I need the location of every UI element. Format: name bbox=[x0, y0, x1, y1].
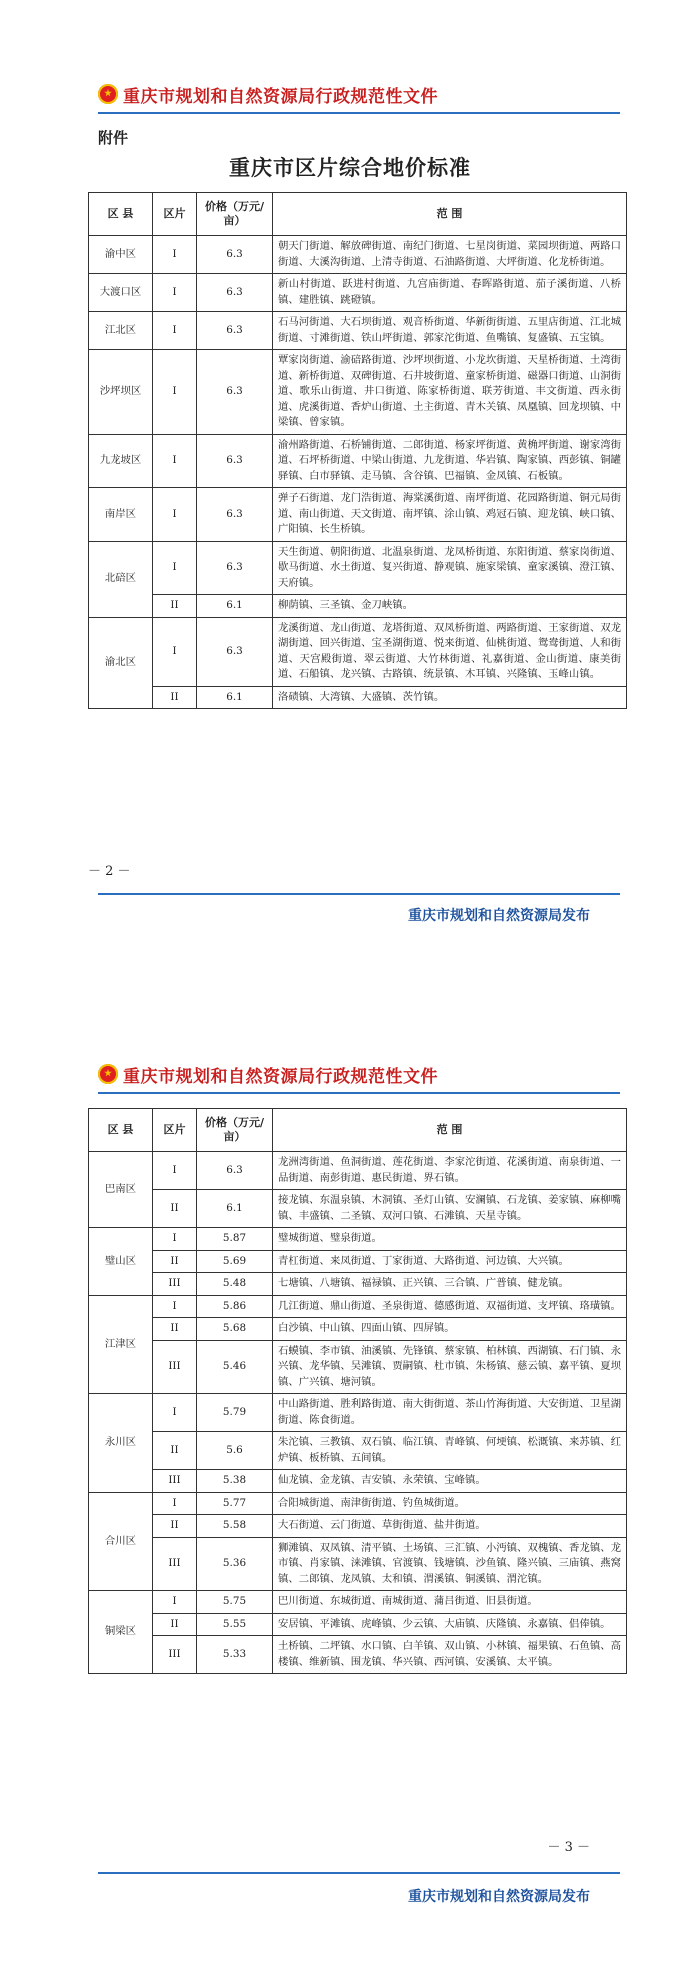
zone-cell: I bbox=[153, 1394, 197, 1432]
price-cell: 5.58 bbox=[197, 1515, 273, 1538]
table-row bbox=[89, 1470, 627, 1493]
table-row bbox=[89, 1190, 627, 1228]
land-price-table-part2 bbox=[88, 1108, 627, 1674]
district-cell: 渝中区 bbox=[89, 236, 153, 274]
zone-cell: I bbox=[153, 617, 197, 686]
zone-cell: II bbox=[153, 1613, 197, 1636]
price-cell: 6.3 bbox=[197, 617, 273, 686]
zone-cell: I bbox=[153, 350, 197, 435]
col-header-price: 价格（万元/亩） bbox=[197, 193, 273, 236]
price-cell: 6.1 bbox=[197, 686, 273, 709]
district-cell: 江北区 bbox=[89, 312, 153, 350]
table-row bbox=[89, 1152, 627, 1190]
district-cell: 巴南区 bbox=[89, 1152, 153, 1228]
table-row bbox=[89, 1492, 627, 1515]
price-cell: 5.79 bbox=[197, 1394, 273, 1432]
district-cell: 北碚区 bbox=[89, 541, 153, 617]
zone-cell: I bbox=[153, 1228, 197, 1251]
zone-cell: II bbox=[153, 686, 197, 709]
table-row bbox=[89, 1432, 627, 1470]
publisher-footer: 重庆市规划和自然资源局发布 bbox=[408, 1889, 590, 1905]
district-cell: 璧山区 bbox=[89, 1228, 153, 1296]
scope-cell: 龙洲湾街道、鱼洞街道、莲花街道、李家沱街道、花溪街道、南泉街道、一品街道、南彭街道、惠民街道、界石镇。 bbox=[273, 1152, 627, 1190]
scope-cell: 安居镇、平滩镇、虎峰镇、少云镇、大庙镇、庆隆镇、永嘉镇、侣俸镇。 bbox=[273, 1613, 627, 1636]
table-row bbox=[89, 1613, 627, 1636]
footer-rule bbox=[98, 1872, 620, 1874]
price-cell: 6.3 bbox=[197, 350, 273, 435]
zone-cell: I bbox=[153, 1591, 197, 1614]
price-cell: 5.6 bbox=[197, 1432, 273, 1470]
price-cell: 5.87 bbox=[197, 1228, 273, 1251]
district-cell: 南岸区 bbox=[89, 488, 153, 542]
col-header-zone: 区片 bbox=[153, 193, 197, 236]
table-header-row bbox=[89, 1109, 627, 1152]
table-row bbox=[89, 1228, 627, 1251]
price-cell: 6.3 bbox=[197, 488, 273, 542]
scope-cell: 覃家岗街道、渝碚路街道、沙坪坝街道、小龙坎街道、天星桥街道、土湾街道、新桥街道、双碑街道、石井坡街道、童家桥街道、磁器口街道、山洞街道、歌乐山街道、井口街道、陈家桥街道、联芳街道、丰文街道、西永街道、虎溪街道、香炉山街道、土主街道、青木关镇、凤凰镇、回龙坝镇、中梁镇、曾家镇。 bbox=[273, 350, 627, 435]
scope-cell: 柳荫镇、三圣镇、金刀峡镇。 bbox=[273, 595, 627, 618]
table-row bbox=[89, 1636, 627, 1674]
district-cell: 铜梁区 bbox=[89, 1591, 153, 1674]
col-header-scope: 范 围 bbox=[273, 193, 627, 236]
zone-cell: I bbox=[153, 274, 197, 312]
zone-cell: III bbox=[153, 1340, 197, 1394]
scope-cell: 天生街道、朝阳街道、北温泉街道、龙凤桥街道、东阳街道、蔡家岗街道、歇马街道、水土街道、复兴街道、静观镇、施家梁镇、童家溪镇、澄江镇、天府镇。 bbox=[273, 541, 627, 595]
price-cell: 6.3 bbox=[197, 312, 273, 350]
zone-cell: III bbox=[153, 1470, 197, 1493]
district-cell: 渝北区 bbox=[89, 617, 153, 709]
table-row bbox=[89, 488, 627, 542]
scope-cell: 土桥镇、二坪镇、水口镇、白羊镇、双山镇、小林镇、福果镇、石鱼镇、高楼镇、维新镇、围龙镇、华兴镇、西河镇、安溪镇、太平镇。 bbox=[273, 1636, 627, 1674]
col-header-scope: 范 围 bbox=[273, 1109, 627, 1152]
zone-cell: I bbox=[153, 488, 197, 542]
price-cell: 5.46 bbox=[197, 1340, 273, 1394]
zone-cell: I bbox=[153, 1492, 197, 1515]
header-title: 重庆市规划和自然资源局行政规范性文件 bbox=[123, 86, 438, 107]
col-header-zone: 区片 bbox=[153, 1109, 197, 1152]
scope-cell: 龙溪街道、龙山街道、龙塔街道、双凤桥街道、两路街道、王家街道、双龙湖街道、回兴街道、宝圣湖街道、悦来街道、仙桃街道、鸳鸯街道、人和街道、天宫殿街道、翠云街道、大竹林街道、礼嘉街道、金山街道、康美街道、石船镇、龙兴镇、古路镇、统景镇、木耳镇、兴隆镇、玉峰山镇。 bbox=[273, 617, 627, 686]
district-cell: 江津区 bbox=[89, 1295, 153, 1394]
district-cell: 永川区 bbox=[89, 1394, 153, 1493]
footer-rule bbox=[98, 893, 620, 895]
table-row bbox=[89, 1250, 627, 1273]
scope-cell: 青杠街道、来凤街道、丁家街道、大路街道、河边镇、大兴镇。 bbox=[273, 1250, 627, 1273]
document-page-3 bbox=[0, 1050, 700, 1979]
national-emblem-icon bbox=[98, 1064, 118, 1084]
price-cell: 5.55 bbox=[197, 1613, 273, 1636]
header-title: 重庆市规划和自然资源局行政规范性文件 bbox=[123, 1066, 438, 1087]
table-row bbox=[89, 1394, 627, 1432]
scope-cell: 朝天门街道、解放碑街道、南纪门街道、七星岗街道、菜园坝街道、两路口街道、大溪沟街道、上清寺街道、石油路街道、大坪街道、化龙桥街道。 bbox=[273, 236, 627, 274]
price-cell: 5.36 bbox=[197, 1537, 273, 1591]
document-header bbox=[98, 1060, 438, 1088]
price-cell: 6.3 bbox=[197, 1152, 273, 1190]
zone-cell: I bbox=[153, 236, 197, 274]
price-cell: 6.3 bbox=[197, 541, 273, 595]
table-row bbox=[89, 617, 627, 686]
scope-cell: 大石街道、云门街道、草街街道、盐井街道。 bbox=[273, 1515, 627, 1538]
page-number: － 2 － bbox=[88, 864, 131, 879]
zone-cell: I bbox=[153, 434, 197, 488]
zone-cell: III bbox=[153, 1636, 197, 1674]
price-cell: 5.48 bbox=[197, 1273, 273, 1296]
price-cell: 6.1 bbox=[197, 595, 273, 618]
table-row bbox=[89, 1295, 627, 1318]
price-cell: 5.69 bbox=[197, 1250, 273, 1273]
col-header-district: 区 县 bbox=[89, 193, 153, 236]
zone-cell: I bbox=[153, 541, 197, 595]
scope-cell: 巴川街道、东城街道、南城街道、蒲吕街道、旧县街道。 bbox=[273, 1591, 627, 1614]
header-rule bbox=[98, 1092, 620, 1094]
price-cell: 5.33 bbox=[197, 1636, 273, 1674]
header-rule bbox=[98, 112, 620, 114]
price-cell: 6.1 bbox=[197, 1190, 273, 1228]
zone-cell: II bbox=[153, 1432, 197, 1470]
table-row bbox=[89, 686, 627, 709]
price-cell: 5.86 bbox=[197, 1295, 273, 1318]
page-number: － 3 － bbox=[547, 1840, 590, 1855]
scope-cell: 几江街道、鼎山街道、圣泉街道、德感街道、双福街道、支坪镇、珞璜镇。 bbox=[273, 1295, 627, 1318]
scope-cell: 弹子石街道、龙门浩街道、海棠溪街道、南坪街道、花园路街道、铜元局街道、南山街道、天文街道、南坪镇、涂山镇、鸡冠石镇、迎龙镇、峡口镇、广阳镇、长生桥镇。 bbox=[273, 488, 627, 542]
scope-cell: 七塘镇、八塘镇、福禄镇、正兴镇、三合镇、广普镇、健龙镇。 bbox=[273, 1273, 627, 1296]
national-emblem-icon bbox=[98, 84, 118, 104]
price-cell: 6.3 bbox=[197, 434, 273, 488]
price-cell: 5.38 bbox=[197, 1470, 273, 1493]
table-header-row bbox=[89, 193, 627, 236]
zone-cell: II bbox=[153, 595, 197, 618]
scope-cell: 朱沱镇、三教镇、双石镇、临江镇、青峰镇、何埂镇、松溉镇、来苏镇、红炉镇、板桥镇、五间镇。 bbox=[273, 1432, 627, 1470]
zone-cell: II bbox=[153, 1515, 197, 1538]
document-title: 重庆市区片综合地价标准 bbox=[229, 155, 471, 180]
table-row bbox=[89, 541, 627, 595]
scope-cell: 洛碛镇、大湾镇、大盛镇、茨竹镇。 bbox=[273, 686, 627, 709]
document-header bbox=[98, 80, 438, 108]
price-cell: 6.3 bbox=[197, 274, 273, 312]
land-price-table-part1 bbox=[88, 192, 627, 709]
table-row bbox=[89, 236, 627, 274]
zone-cell: II bbox=[153, 1190, 197, 1228]
publisher-footer: 重庆市规划和自然资源局发布 bbox=[408, 908, 590, 924]
district-cell: 沙坪坝区 bbox=[89, 350, 153, 435]
zone-cell: III bbox=[153, 1273, 197, 1296]
table-row bbox=[89, 1591, 627, 1614]
zone-cell: I bbox=[153, 312, 197, 350]
zone-cell: I bbox=[153, 1152, 197, 1190]
scope-cell: 中山路街道、胜利路街道、南大街街道、茶山竹海街道、大安街道、卫星湖街道、陈食街道。 bbox=[273, 1394, 627, 1432]
table-row bbox=[89, 312, 627, 350]
table-row bbox=[89, 1537, 627, 1591]
district-cell: 九龙坡区 bbox=[89, 434, 153, 488]
scope-cell: 璧城街道、璧泉街道。 bbox=[273, 1228, 627, 1251]
scope-cell: 渝州路街道、石桥铺街道、二郎街道、杨家坪街道、黄桷坪街道、谢家湾街道、石坪桥街道、中梁山街道、九龙街道、华岩镇、陶家镇、西彭镇、铜罐驿镇、白市驿镇、走马镇、含谷镇、巴福镇、金凤镇、石板镇。 bbox=[273, 434, 627, 488]
scope-cell: 白沙镇、中山镇、四面山镇、四屏镇。 bbox=[273, 1318, 627, 1341]
zone-cell: II bbox=[153, 1250, 197, 1273]
table-row bbox=[89, 350, 627, 435]
table-row bbox=[89, 434, 627, 488]
zone-cell: I bbox=[153, 1295, 197, 1318]
scope-cell: 仙龙镇、金龙镇、吉安镇、永荣镇、宝峰镇。 bbox=[273, 1470, 627, 1493]
attachment-label: 附件 bbox=[98, 129, 129, 147]
scope-cell: 接龙镇、东温泉镇、木洞镇、圣灯山镇、安澜镇、石龙镇、姜家镇、麻柳嘴镇、丰盛镇、二圣镇、双河口镇、石滩镇、天星寺镇。 bbox=[273, 1190, 627, 1228]
col-header-district: 区 县 bbox=[89, 1109, 153, 1152]
table-row bbox=[89, 274, 627, 312]
table-row bbox=[89, 1340, 627, 1394]
district-cell: 合川区 bbox=[89, 1492, 153, 1591]
district-cell: 大渡口区 bbox=[89, 274, 153, 312]
table-row bbox=[89, 1515, 627, 1538]
table-row bbox=[89, 1318, 627, 1341]
scope-cell: 石马河街道、大石坝街道、观音桥街道、华新街街道、五里店街道、江北城街道、寸滩街道、铁山坪街道、郭家沱街道、鱼嘴镇、复盛镇、五宝镇。 bbox=[273, 312, 627, 350]
price-cell: 5.68 bbox=[197, 1318, 273, 1341]
table-row bbox=[89, 1273, 627, 1296]
scope-cell: 合阳城街道、南津街街道、钓鱼城街道。 bbox=[273, 1492, 627, 1515]
price-cell: 5.77 bbox=[197, 1492, 273, 1515]
zone-cell: III bbox=[153, 1537, 197, 1591]
scope-cell: 新山村街道、跃进村街道、九宫庙街道、春晖路街道、茄子溪街道、八桥镇、建胜镇、跳磴镇。 bbox=[273, 274, 627, 312]
col-header-price: 价格（万元/亩） bbox=[197, 1109, 273, 1152]
price-cell: 5.75 bbox=[197, 1591, 273, 1614]
scope-cell: 石蟆镇、李市镇、油溪镇、先锋镇、蔡家镇、柏林镇、西湖镇、石门镇、永兴镇、龙华镇、吴滩镇、贾嗣镇、杜市镇、朱杨镇、慈云镇、嘉平镇、夏坝镇、广兴镇、塘河镇。 bbox=[273, 1340, 627, 1394]
price-cell: 6.3 bbox=[197, 236, 273, 274]
zone-cell: II bbox=[153, 1318, 197, 1341]
scope-cell: 狮滩镇、双凤镇、清平镇、土场镇、三汇镇、小沔镇、双槐镇、香龙镇、龙市镇、肖家镇、涞滩镇、官渡镇、钱塘镇、沙鱼镇、隆兴镇、三庙镇、燕窝镇、二郎镇、龙凤镇、太和镇、渭溪镇、铜溪镇、渭沱镇。 bbox=[273, 1537, 627, 1591]
table-row bbox=[89, 595, 627, 618]
